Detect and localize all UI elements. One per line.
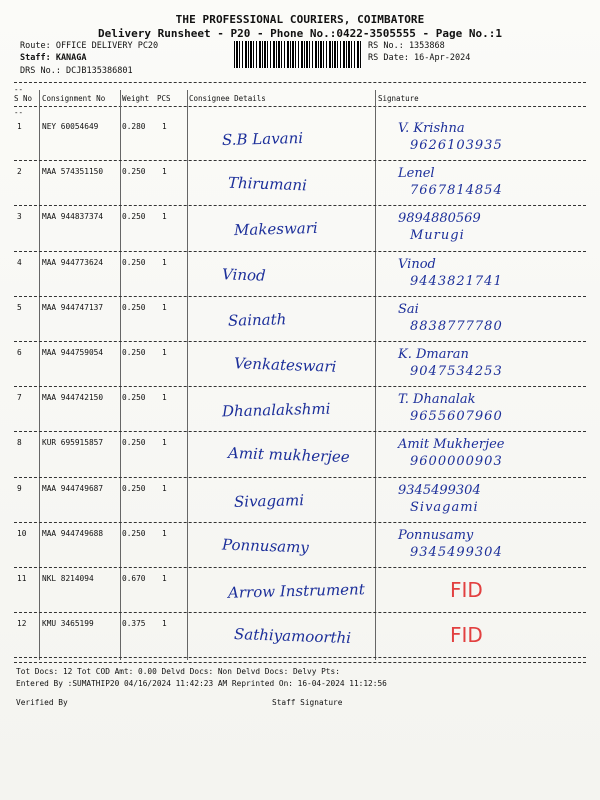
- row-divider: [14, 251, 586, 252]
- row-pcs: 1: [162, 483, 167, 493]
- column-rule: [187, 90, 188, 660]
- row-weight: 0.375: [122, 619, 146, 629]
- row-sno: 3: [17, 212, 22, 222]
- row-consignment-no: MAA 944759054: [42, 348, 104, 357]
- signature-line-2: Sivagami: [410, 499, 479, 515]
- row-weight: 0.250: [122, 167, 146, 177]
- row-divider: [14, 522, 586, 523]
- consignee-handwriting: Sathiyamoorthi: [233, 625, 352, 648]
- row-sno: 12: [17, 619, 27, 629]
- row-pcs: 1: [162, 528, 167, 538]
- row-weight: 0.250: [122, 348, 146, 357]
- row-sno: 2: [17, 167, 22, 177]
- signature-line-1: Ponnusamy: [398, 527, 474, 543]
- signature-line-2: 9345499304: [410, 544, 503, 560]
- row-divider: [14, 477, 586, 478]
- col-signature: Signature: [378, 94, 419, 103]
- row-weight: 0.250: [122, 438, 146, 448]
- drs-number: DRS No.: DCJB135386801: [20, 66, 133, 76]
- column-rule: [120, 90, 121, 660]
- row-sno: 5: [17, 302, 22, 312]
- company-name: THE PROFESSIONAL COURIERS, COIMBATORE: [175, 13, 425, 26]
- row-sno: 10: [17, 528, 27, 538]
- row-divider: [14, 567, 586, 568]
- row-pcs: 1: [162, 167, 167, 177]
- divider-mark: --: [14, 108, 24, 117]
- divider: [14, 106, 586, 107]
- signature-line-2: 7667814854: [410, 183, 503, 199]
- row-pcs: 1: [162, 122, 167, 131]
- signature-line-1: K. Dmaran: [398, 347, 469, 362]
- consignee-handwriting: Sivagami: [233, 490, 305, 511]
- route-label: Route: OFFICE DELIVERY PC20: [20, 41, 159, 51]
- row-consignment-no: KUR 695915857: [42, 438, 104, 448]
- row-divider: [14, 341, 586, 342]
- barcode: [234, 41, 362, 68]
- rs-number: RS No.: 1353868: [368, 41, 445, 51]
- signature-line-1: 9894880569: [398, 211, 481, 227]
- signature-line-1: Lenel: [398, 166, 435, 182]
- row-divider: [14, 612, 586, 613]
- consignee-handwriting: Ponnusamy: [221, 535, 310, 557]
- row-sno: 6: [17, 348, 22, 357]
- row-divider: [14, 431, 586, 432]
- divider: [14, 82, 586, 83]
- consignee-handwriting: Thirumani: [227, 173, 308, 195]
- row-divider: [14, 205, 586, 206]
- row-pcs: 1: [162, 574, 167, 583]
- row-pcs: 1: [162, 348, 167, 357]
- row-consignment-no: MAA 574351150: [42, 167, 104, 177]
- signature-line-2: 9443821741: [410, 273, 503, 289]
- row-consignment-no: MAA 944747137: [42, 302, 104, 312]
- signature-line-1: Amit Mukherjee: [398, 437, 505, 453]
- row-sno: 1: [17, 122, 22, 131]
- row-weight: 0.250: [122, 528, 146, 538]
- staff-signature-label: Staff Signature: [272, 698, 343, 707]
- row-consignment-no: NEY 60054649: [42, 122, 99, 131]
- row-weight: 0.670: [122, 574, 146, 583]
- row-sno: 7: [17, 393, 22, 403]
- row-consignment-no: KMU 3465199: [42, 619, 94, 629]
- staff-label: Staff: KANAGA: [20, 53, 87, 63]
- col-pcs: PCS: [157, 94, 171, 103]
- fid-mark: FID: [450, 578, 483, 602]
- signature-line-1: V. Krishna: [398, 121, 465, 136]
- totals-line: Tot Docs: 12 Tot COD Amt: 0.00 Delvd Docs: Non Delvd Docs: Delvy Pts:: [16, 667, 340, 676]
- fid-mark: FID: [450, 623, 483, 648]
- consignee-handwriting: Arrow Instrument: [227, 580, 365, 602]
- row-weight: 0.250: [122, 483, 146, 493]
- signature-line-2: 9600000903: [410, 454, 503, 470]
- row-pcs: 1: [162, 302, 167, 312]
- row-consignment-no: NKL 8214094: [42, 574, 94, 583]
- row-pcs: 1: [162, 438, 167, 448]
- row-sno: 9: [17, 483, 22, 493]
- consignee-handwriting: Sainath: [227, 310, 287, 330]
- row-consignment-no: MAA 944749688: [42, 528, 104, 538]
- signature-line-2: 9047534253: [410, 364, 503, 379]
- signature-line-1: 9345499304: [398, 482, 481, 498]
- row-weight: 0.250: [122, 212, 146, 222]
- col-consignee: Consignee Details: [189, 94, 266, 103]
- row-weight: 0.250: [122, 302, 146, 312]
- row-pcs: 1: [162, 212, 167, 222]
- col-sno: S No: [14, 94, 33, 103]
- signature-line-1: Vinod: [398, 256, 436, 272]
- row-divider: [14, 296, 586, 297]
- row-consignment-no: MAA 944837374: [42, 212, 104, 222]
- row-pcs: 1: [162, 393, 167, 403]
- consignee-handwriting: Amit mukherjee: [227, 444, 351, 467]
- signature-line-1: Sai: [398, 301, 419, 317]
- divider: [14, 662, 586, 663]
- column-rule: [375, 90, 376, 660]
- row-divider: [14, 657, 586, 658]
- verified-by-label: Verified By: [16, 698, 68, 707]
- row-consignment-no: MAA 944742150: [42, 393, 104, 403]
- row-divider: [14, 386, 586, 387]
- column-rule: [39, 90, 40, 660]
- row-weight: 0.250: [122, 393, 146, 403]
- signature-line-1: T. Dhanalak: [398, 392, 476, 408]
- consignee-handwriting: Vinod: [221, 264, 266, 285]
- consignee-handwriting: Dhanalakshmi: [221, 399, 331, 421]
- row-sno: 8: [17, 438, 22, 448]
- row-weight: 0.280: [122, 122, 146, 131]
- rs-date: RS Date: 16-Apr-2024: [368, 53, 471, 63]
- row-pcs: 1: [162, 257, 167, 267]
- row-divider: [14, 160, 586, 161]
- signature-line-2: 9655607960: [410, 409, 503, 425]
- row-sno: 11: [17, 574, 27, 583]
- runsheet-subtitle: Delivery Runsheet - P20 - Phone No.:0422-3505555 - Page No.:1: [98, 27, 502, 40]
- signature-line-2: 9626103935: [410, 138, 503, 153]
- col-weight: Weight: [122, 94, 150, 103]
- row-pcs: 1: [162, 619, 167, 629]
- row-consignment-no: MAA 944773624: [42, 257, 104, 267]
- signature-line-2: Murugi: [410, 228, 465, 244]
- col-consignment: Consignment No: [42, 94, 106, 103]
- signature-line-2: 8838777780: [410, 318, 503, 334]
- row-sno: 4: [17, 257, 22, 267]
- consignee-handwriting: Venkateswari: [233, 354, 337, 376]
- consignee-handwriting: S.B Lavani: [221, 128, 304, 150]
- row-weight: 0.250: [122, 257, 146, 267]
- consignee-handwriting: Makeswari: [233, 219, 318, 240]
- row-consignment-no: MAA 944749687: [42, 483, 104, 493]
- divider-mark: --: [14, 85, 24, 94]
- entered-by-line: Entered By :SUMATHIP20 04/16/2024 11:42:23 AM Reprinted On: 16-04-2024 11:12:56: [16, 679, 387, 688]
